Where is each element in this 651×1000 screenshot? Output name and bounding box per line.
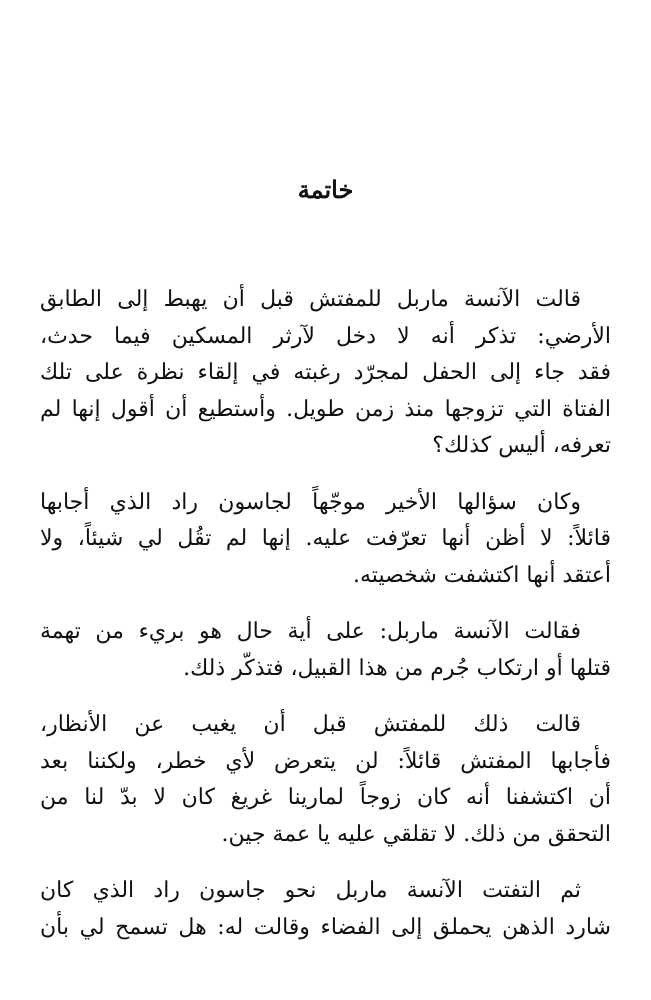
chapter-title: خاتمة <box>297 175 354 204</box>
paragraph-4 <box>40 707 611 853</box>
chapter-body <box>40 282 611 966</box>
text-line: قائلاً: لا أظن أنها تعرّفت عليه. إنها لم تقُل لي شيئاً، ولا <box>40 526 611 551</box>
text-line: فأجابها المفتش قائلاً: لن يتعرض لأي خطر، ولكننا بعد <box>40 748 611 774</box>
text-line: الفتاة التي تزوجها منذ زمن طويل. وأستطيع أن أقول إنها لم <box>40 396 611 422</box>
text-line: الأرضي: تذكر أنه لا دخل لآرثر المسكين فيما حدث، <box>40 323 611 349</box>
text-line: قتلها أو ارتكاب جُرم من هذا القبيل، فتذكّر ذلك. <box>183 655 611 681</box>
text-line: أن اكتشفنا أنه كان زوجاً لمارينا غريغ كان لا بدّ لنا من <box>40 785 611 810</box>
text-line: قالت ذلك للمفتش قبل أن يغيب عن الأنظار، <box>40 712 581 737</box>
text-line: ثم التفتت الآنسة ماربل نحو جاسون راد الذي كان <box>40 878 581 903</box>
paragraph-1 <box>40 282 611 465</box>
text-line: فقالت الآنسة ماربل: على أية حال هو بريء من تهمة <box>40 619 581 644</box>
paragraph-5 <box>40 873 611 946</box>
text-line: أعتقد أنها اكتشفت شخصيته. <box>353 562 611 588</box>
paragraph-3 <box>40 614 611 687</box>
text-line: قالت الآنسة ماربل للمفتش قبل أن يهبط إلى الطابق <box>40 287 581 312</box>
text-line: فقد جاء إلى الحفل لمجرّد رغبته في إلقاء نظرة على تلك <box>40 360 611 385</box>
text-line: تعرفه، أليس كذلك؟ <box>432 433 611 458</box>
text-line: التحقق من ذلك. لا تقلقي عليه يا عمة جين. <box>221 821 611 847</box>
text-line: وكان سؤالها الأخير موجّهاً لجاسون راد الذي أجابها <box>40 489 581 515</box>
paragraph-2 <box>40 485 611 595</box>
text-line: شارد الذهن يحملق إلى الفضاء وقالت له: هل تسمح لي بأن <box>40 914 611 940</box>
